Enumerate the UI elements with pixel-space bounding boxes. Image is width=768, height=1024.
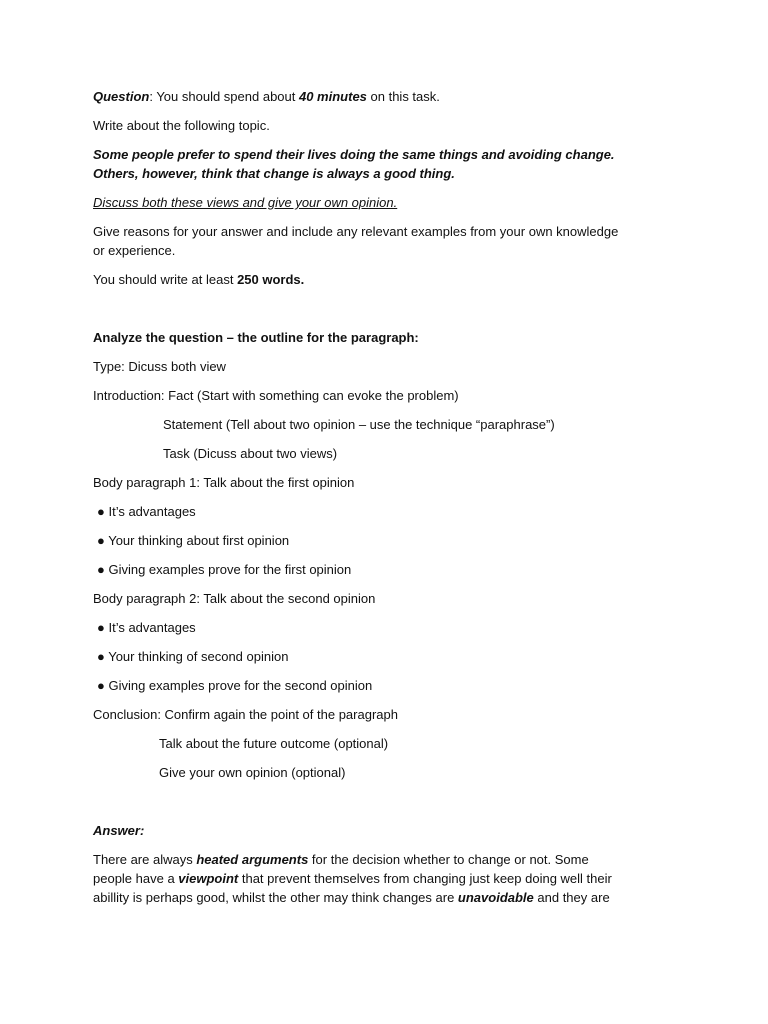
body1-bullet: ● Giving examples prove for the first opinion	[97, 562, 352, 577]
word-limit-text: You should write at least	[93, 272, 238, 287]
topic-line-1: Some people prefer to spend their lives doing the same things and avoiding change.	[93, 147, 615, 162]
body1-title: Body paragraph 1: Talk about the first opinion	[93, 475, 355, 490]
reasons-line-1: Give reasons for your answer and include any relevant examples from your own knowledge	[93, 224, 619, 239]
answer-line-2	[93, 869, 612, 888]
analysis-opinion: Give your own opinion (optional)	[159, 765, 346, 780]
body2-bullet: ● Your thinking of second opinion	[97, 649, 289, 664]
answer-emphasis: viewpoint	[178, 871, 239, 886]
answer-label: Answer:	[93, 823, 145, 838]
question-time: 40 minutes	[298, 89, 367, 104]
reasons-line-2: or experience.	[93, 243, 176, 258]
answer-line-1	[93, 850, 589, 869]
answer-text: abillity is perhaps good, whilst the other may think changes are	[93, 890, 458, 905]
analysis-conclusion: Conclusion: Confirm again the point of the paragraph	[93, 707, 398, 722]
word-limit-count: 250 words.	[237, 272, 305, 287]
analysis-heading: Analyze the question – the outline for the paragraph:	[93, 330, 419, 345]
body2-title: Body paragraph 2: Talk about the second opinion	[93, 591, 376, 606]
analysis-introduction: Introduction: Fact (Start with something can evoke the problem)	[93, 388, 459, 403]
analysis-statement: Statement (Tell about two opinion – use the technique “paraphrase”)	[163, 417, 555, 432]
answer-text: and they are	[533, 890, 610, 905]
answer-emphasis: heated arguments	[196, 852, 309, 867]
analysis-task: Task (Dicuss about two views)	[163, 446, 338, 461]
answer-text: for the decision whether to change or not. Some	[308, 852, 589, 867]
answer-text: that prevent themselves from changing just keep doing well their	[238, 871, 612, 886]
answer-line-3	[93, 888, 610, 907]
answer-text: people have a	[93, 871, 179, 886]
topic-line-2: Others, however, think that change is always a good thing.	[93, 166, 455, 181]
body1-bullet: ● Your thinking about first opinion	[97, 533, 290, 548]
question-text-1: : You should spend about	[149, 89, 299, 104]
analysis-future: Talk about the future outcome (optional)	[159, 736, 389, 751]
word-limit-line	[93, 270, 304, 289]
question-label: Question	[93, 89, 150, 104]
body1-bullet: ● It’s advantages	[97, 504, 196, 519]
answer-emphasis: unavoidable	[457, 890, 534, 905]
question-line	[93, 87, 440, 106]
body2-bullet: ● Giving examples prove for the second opinion	[97, 678, 373, 693]
answer-text: There are always	[93, 852, 197, 867]
instruction-line: Write about the following topic.	[93, 118, 270, 133]
analysis-type: Type: Dicuss both view	[93, 359, 226, 374]
body2-bullet: ● It’s advantages	[97, 620, 196, 635]
question-text-2: on this task.	[366, 89, 440, 104]
discuss-line: Discuss both these views and give your own opinion.	[93, 195, 398, 210]
